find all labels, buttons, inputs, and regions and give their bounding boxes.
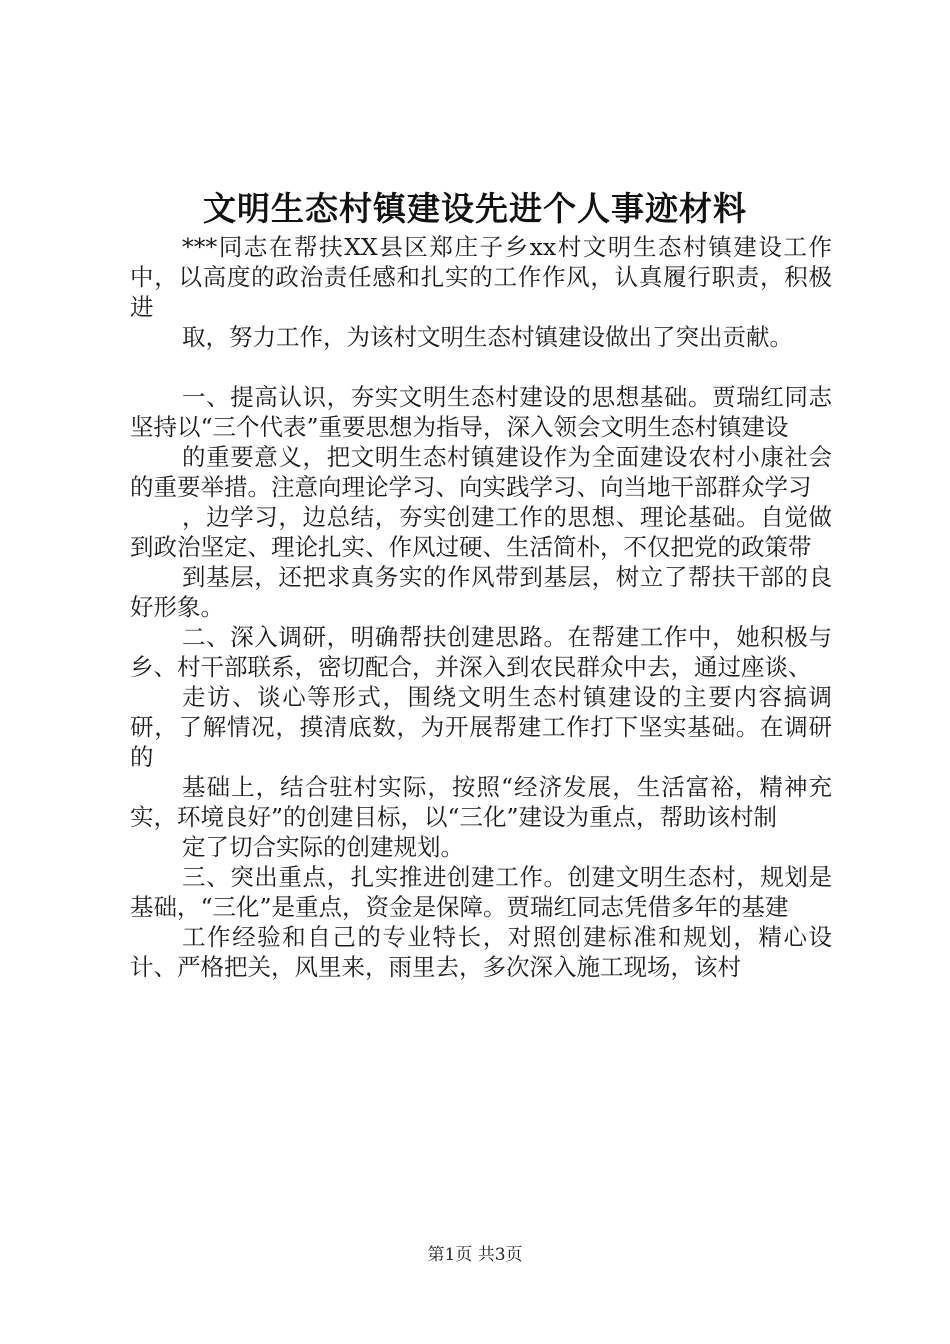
document-title: 文明生态村镇建设先进个人事迹材料	[203, 189, 747, 228]
paragraph: 取，努力工作，为该村文明生态村镇建设做出了突出贡献。	[182, 323, 793, 351]
paragraph: 基础上，结合驻村实际，按照“经济发展，生活富裕，精神充实，环境良好”的创建目标，以“三化”建设为重点，帮助该村制	[130, 773, 832, 831]
paragraph: 定了切合实际的创建规划。	[182, 833, 464, 861]
document-body	[130, 232, 832, 982]
paragraph: 到基层，还把求真务实的作风带到基层，树立了帮扶干部的良好形象。	[130, 563, 832, 621]
paragraph: 一、提高认识，夯实文明生态村建设的思想基础。贾瑞红同志坚持以“三个代表”重要思想为指导，深入领会文明生态村镇建设	[130, 383, 832, 441]
page-number-footer: 第1页 共3页	[427, 1245, 523, 1265]
paragraph: 走访、谈心等形式，围绕文明生态村镇建设的主要内容搞调研，了解情况，摸清底数，为开展帮建工作打下坚实基础。在调研的	[130, 683, 832, 771]
paragraph: 三、突出重点，扎实推进创建工作。创建文明生态村，规划是基础，“三化”是重点，资金是保障。贾瑞红同志凭借多年的基建	[130, 863, 832, 921]
paragraph: 二、深入调研，明确帮扶创建思路。在帮建工作中，她积极与乡、村干部联系，密切配合，并深入到农民群众中去，通过座谈、	[130, 623, 832, 681]
paragraph-spacer	[130, 352, 832, 382]
paragraph: ***同志在帮扶XX县区郑庄子乡xx村文明生态村镇建设工作中，以高度的政治责任感和扎实的工作作风，认真履行职责，积极进	[130, 233, 832, 321]
paragraph: 工作经验和自己的专业特长，对照创建标准和规划，精心设计、严格把关，风里来，雨里去，多次深入施工现场，该村	[130, 923, 832, 981]
paragraph: 的重要意义，把文明生态村镇建设作为全面建设农村小康社会的重要举措。注意向理论学习、向实践学习、向当地干部群众学习	[130, 443, 832, 501]
paragraph: ，边学习，边总结，夯实创建工作的思想、理论基础。自觉做到政治坚定、理论扎实、作风过硬、生活简朴，不仅把党的政策带	[130, 503, 832, 561]
